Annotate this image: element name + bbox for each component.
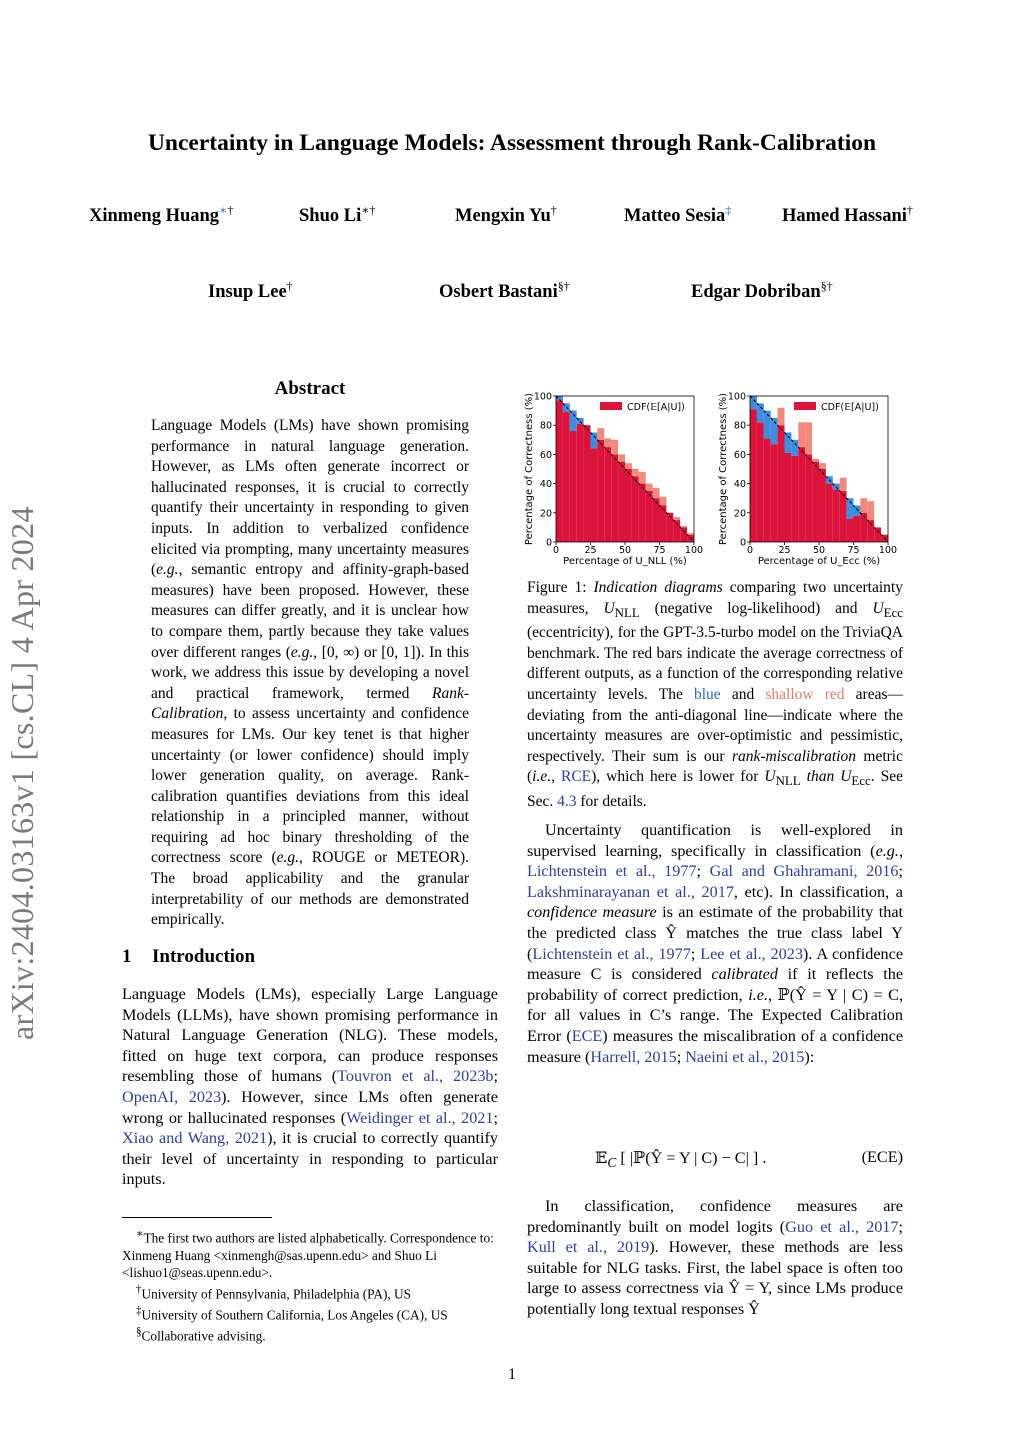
x-tick-label-0-50: 50 — [618, 545, 632, 556]
pessimistic-area-0-14 — [653, 488, 660, 498]
author-mengxin-yu: Mengxin Yu† — [455, 203, 557, 227]
x-tick-label-1-100: 100 — [878, 545, 898, 556]
footnote-2: †University of Pennsylvania, Philadelphia (PA), US — [136, 1283, 412, 1302]
intro-paragraph: Language Models (LMs), especially Large Language Models (LLMs), have shown promising performance in Natural Language Generation (NLG). These models, fitted on huge text corpora, can produce responses resembling those of humans (Touvron et al., 2023b; OpenAI, 2023). However, since LMs often generate wrong or hallucinated responses (Weidinger et al., 2021; Xiao and Wang, 2021), it is crucial to correctly quantify their level of uncertainty in responding to particular inputs. — [122, 985, 499, 1189]
bar-1-7 — [798, 447, 805, 542]
bar-1-16 — [860, 513, 867, 542]
ece-link[interactable]: ECE — [571, 1026, 603, 1045]
x-tick-label-1-0: 0 — [746, 545, 754, 556]
cite-gal-ghahramani[interactable]: Gal and Ghahramani, 2016 — [709, 862, 899, 881]
pessimistic-area-0-18 — [680, 526, 687, 527]
footnote-3: ‡University of Southern California, Los Angeles (CA), US — [136, 1304, 448, 1323]
bar-0-9 — [618, 462, 625, 542]
cite-harrell[interactable]: Harrell, 2015 — [590, 1047, 677, 1066]
pessimistic-area-0-9 — [618, 454, 625, 461]
bar-0-12 — [639, 484, 646, 542]
y-tick-label-0-80: 80 — [539, 420, 552, 432]
y-tick-label-1-0: 0 — [739, 537, 746, 549]
bar-1-0 — [750, 409, 757, 542]
bar-0-14 — [653, 498, 660, 542]
x-tick-label-0-75: 75 — [653, 545, 666, 556]
bar-0-7 — [604, 447, 611, 542]
pessimistic-area-1-17 — [867, 501, 874, 520]
pessimistic-area-0-6 — [597, 428, 604, 440]
paper-title: Uncertainty in Language Models: Assessment through Rank-Calibration — [147, 130, 877, 156]
x-tick-label-0-0: 0 — [552, 545, 560, 556]
abstract-body: Language Models (LMs) have shown promising performance in natural language generation. However, as LMs often generate incorrect or hallucinated responses, it is crucial to correctly quantify their uncertainty in responding to given inputs. In addition to verbalized confidence elicited via prompting, many uncertainty measures (e.g., semantic entropy and affinity-graph-based measures) have been proposed. However, these measures can differ greatly, and it is unclear how to compare them, partly because they take values over different ranges (e.g., [0, ∞) or [0, 1]). In this work, we address this issue by developing a novel and practical framework, termed Rank-Calibration, to assess uncertainty and confidence measures for LMs. Our key tenet is that higher uncertainty (or lower confidence) should imply lower generation quality, on average. Rank-calibration quantifies deviations from this ideal relationship in a principled manner, without requiring ad hoc binary thresholding of the correctness score (e.g., ROUGE or METEOR). The broad applicability and the granular interpretability of our methods are demonstrated empirically. — [151, 417, 470, 929]
pessimistic-area-1-9 — [812, 459, 819, 462]
author-osbert-bastani: Osbert Bastani§† — [439, 279, 570, 303]
pessimistic-area-1-10 — [819, 463, 826, 469]
y-tick-label-0-100: 100 — [533, 391, 552, 403]
footnote-1: ∗The first two authors are listed alphabetically. Correspondence to: Xinmeng Huang <xinmengh@sas.upenn.edu> and Shuo Li <lishuo1@seas.upenn.edu>. — [122, 1228, 494, 1281]
author-edgar-dobriban: Edgar Dobriban§† — [691, 279, 833, 303]
bar-1-12 — [833, 489, 840, 542]
cite-lakshminarayanan[interactable]: Lakshminarayanan et al., 2017 — [527, 882, 734, 901]
pessimistic-area-0-10 — [625, 463, 632, 469]
y-tick-label-1-60: 60 — [733, 449, 746, 461]
cite-lee[interactable]: Lee et al., 2023 — [700, 944, 803, 963]
bar-1-9 — [812, 462, 819, 542]
bar-1-5 — [785, 453, 792, 542]
pessimistic-area-0-13 — [646, 484, 653, 491]
legend-swatch-0 — [600, 402, 622, 410]
bar-0-1 — [563, 412, 570, 542]
intro-heading: 1 Introduction — [122, 946, 256, 967]
bar-1-1 — [757, 422, 764, 542]
cite-lichtenstein-2[interactable]: Lichtenstein et al., 1977 — [532, 944, 691, 963]
y-axis-label-1: Percentage of Correctness (%) — [718, 392, 729, 546]
cite-xiao-wang[interactable]: Xiao and Wang, 2021 — [122, 1129, 268, 1148]
pessimistic-area-1-16 — [860, 498, 867, 513]
cite-lichtenstein[interactable]: Lichtenstein et al., 1977 — [527, 862, 697, 881]
bar-1-2 — [764, 438, 771, 542]
rce-link[interactable]: RCE — [560, 768, 592, 786]
cite-touvron[interactable]: Touvron et al., 2023b — [337, 1067, 494, 1086]
optimistic-area-1-5 — [785, 433, 792, 453]
bar-0-2 — [570, 431, 577, 542]
x-tick-label-0-25: 25 — [584, 545, 597, 556]
x-tick-label-1-75: 75 — [847, 545, 860, 556]
author-matteo-sesia: Matteo Sesia‡ — [624, 203, 732, 227]
bar-1-13 — [840, 491, 847, 542]
bar-1-8 — [805, 454, 812, 542]
ece-equation — [527, 1144, 903, 1174]
y-tick-label-0-0: 0 — [545, 537, 552, 549]
bar-1-3 — [771, 444, 778, 542]
indication-diagram-nll — [522, 385, 712, 565]
bar-0-6 — [597, 440, 604, 542]
y-tick-label-0-20: 20 — [539, 508, 552, 520]
optimistic-area-1-6 — [791, 440, 798, 456]
author-xinmeng-huang: Xinmeng Huang∗† — [89, 203, 234, 227]
legend-label-1: CDF(𝔼[A|U]) — [821, 402, 879, 413]
x-tick-label-1-25: 25 — [778, 545, 791, 556]
legend-label-0: CDF(𝔼[A|U]) — [627, 402, 685, 413]
y-tick-label-0-40: 40 — [539, 479, 552, 491]
cite-kull[interactable]: Kull et al., 2019 — [527, 1238, 650, 1257]
pessimistic-area-0-12 — [639, 472, 646, 484]
bar-0-13 — [646, 491, 653, 542]
pessimistic-area-0-8 — [611, 440, 618, 455]
bar-0-0 — [556, 400, 563, 542]
y-tick-label-1-20: 20 — [733, 508, 746, 520]
bar-0-5 — [591, 449, 598, 542]
page-number: 1 — [508, 1366, 516, 1383]
y-axis-label-0: Percentage of Correctness (%) — [524, 392, 535, 546]
bar-1-14 — [847, 519, 854, 542]
footnote-4: §Collaborative advising. — [136, 1325, 266, 1344]
footnotes — [122, 1226, 498, 1345]
pessimistic-area-0-15 — [660, 497, 667, 506]
y-tick-label-0-60: 60 — [539, 449, 552, 461]
bar-0-8 — [611, 454, 618, 542]
pessimistic-area-0-11 — [632, 469, 639, 476]
footnote-rule — [122, 1217, 272, 1218]
classification-paragraph: In classification, confidence measures are predominantly built on model logits (Guo et al., 2017; Kull et al., 2019). However, these methods are less suitable for NLG tasks. First, the label space is often too large to assess correctness via Ŷ = Y, since LMs produce potentially long textual responses Ŷ — [527, 1197, 903, 1318]
optimistic-area-1-0 — [750, 396, 757, 409]
author-insup-lee: Insup Lee† — [208, 279, 293, 303]
pessimistic-area-1-13 — [840, 478, 847, 491]
y-tick-label-1-100: 100 — [727, 391, 746, 403]
cite-naeini[interactable]: Naeini et al., 2015 — [685, 1047, 805, 1066]
x-tick-label-1-50: 50 — [812, 545, 826, 556]
legend-swatch-1 — [794, 402, 816, 410]
bar-0-18 — [680, 527, 687, 542]
pessimistic-area-1-7 — [798, 422, 805, 447]
y-tick-label-1-80: 80 — [733, 420, 746, 432]
pessimistic-area-1-4 — [778, 408, 785, 426]
pessimistic-area-1-8 — [805, 422, 812, 454]
bar-0-16 — [666, 513, 673, 542]
x-axis-label-0: Percentage of U_NLL (%) — [563, 556, 687, 567]
bar-1-10 — [819, 469, 826, 542]
bar-0-10 — [625, 469, 632, 542]
bar-0-11 — [632, 476, 639, 542]
cite-openai[interactable]: OpenAI, 2023 — [122, 1087, 222, 1106]
author-shuo-li: Shuo Li∗† — [299, 203, 376, 227]
bar-1-18 — [874, 527, 881, 542]
optimistic-area-0-5 — [591, 433, 598, 449]
pessimistic-area-0-19 — [687, 533, 694, 534]
bar-0-3 — [577, 424, 584, 542]
arxiv-stamp: arXiv:2404.03163v1 [cs.CL] 4 Apr 2024 — [4, 506, 40, 1040]
author-hamed-hassani: Hamed Hassani† — [782, 203, 913, 227]
pessimistic-area-0-17 — [673, 517, 680, 520]
bar-1-6 — [791, 456, 798, 542]
bar-1-11 — [826, 484, 833, 542]
bar-0-15 — [660, 506, 667, 543]
bar-1-15 — [854, 516, 861, 542]
indication-diagram-ecc — [716, 385, 906, 565]
uq-paragraph: Uncertainty quantification is well-explored in supervised learning, specifically in classification (e.g., Lichtenstein et al., 1977; Gal and Ghahramani, 2016; Lakshminarayanan et al., 2017, etc). In classification, a confidence measure is an estimate of the probability that the predicted class Ŷ matches the true class label Y (Lichtenstein et al., 1977; Lee et al., 2023). A confidence measure C is considered calibrated if it reflects the probability of correct prediction, i.e., ℙ(Ŷ = Y | C) = C, for all values in C’s range. The Expected Calibration Error (ECE) measures the miscalibration of a confidence measure (Harrell, 2015; Naeini et al., 2015): — [527, 821, 904, 1066]
ece-tag: (ECE) — [861, 1148, 903, 1166]
ece-formula: 𝔼$_C$ [ |ℙ(Ŷ = Y | C) − C| ] . — [595, 1149, 767, 1171]
x-axis-label-1: Percentage of U_Ecc (%) — [757, 556, 881, 567]
section-link[interactable]: 4.3 — [557, 793, 577, 811]
bar-1-4 — [778, 425, 785, 542]
optimistic-area-1-1 — [757, 403, 764, 422]
x-tick-label-0-100: 100 — [684, 545, 704, 556]
optimistic-area-0-2 — [570, 411, 577, 431]
y-tick-label-1-40: 40 — [733, 479, 746, 491]
figure-caption: Figure 1: Indication diagrams comparing two uncertainty measures, $U_{NLL}$ (negative log-likelihood) and $U_{Ecc}$ (eccentricity), for the GPT-3.5-turbo model on the TriviaQA benchmark. The red bars indicate the average correctness of different outputs, as a function of the corresponding relative uncertainty levels. The blue and shallow red areas—deviating from the anti-diagonal line—indicate where the uncertainty measures are over-optimistic and pessimistic, respectively. Their sum is our rank-miscalibration metric (i.e., RCE), which here is lower for $U_{NLL}$ than $U_{Ecc}$. See Sec. 4.3 for details. — [527, 579, 904, 811]
pessimistic-area-0-7 — [604, 438, 611, 447]
cite-weidinger[interactable]: Weidinger et al., 2021 — [346, 1108, 494, 1127]
abstract-heading: Abstract — [274, 378, 346, 399]
bar-0-4 — [584, 425, 591, 542]
cite-guo[interactable]: Guo et al., 2017 — [785, 1217, 899, 1236]
